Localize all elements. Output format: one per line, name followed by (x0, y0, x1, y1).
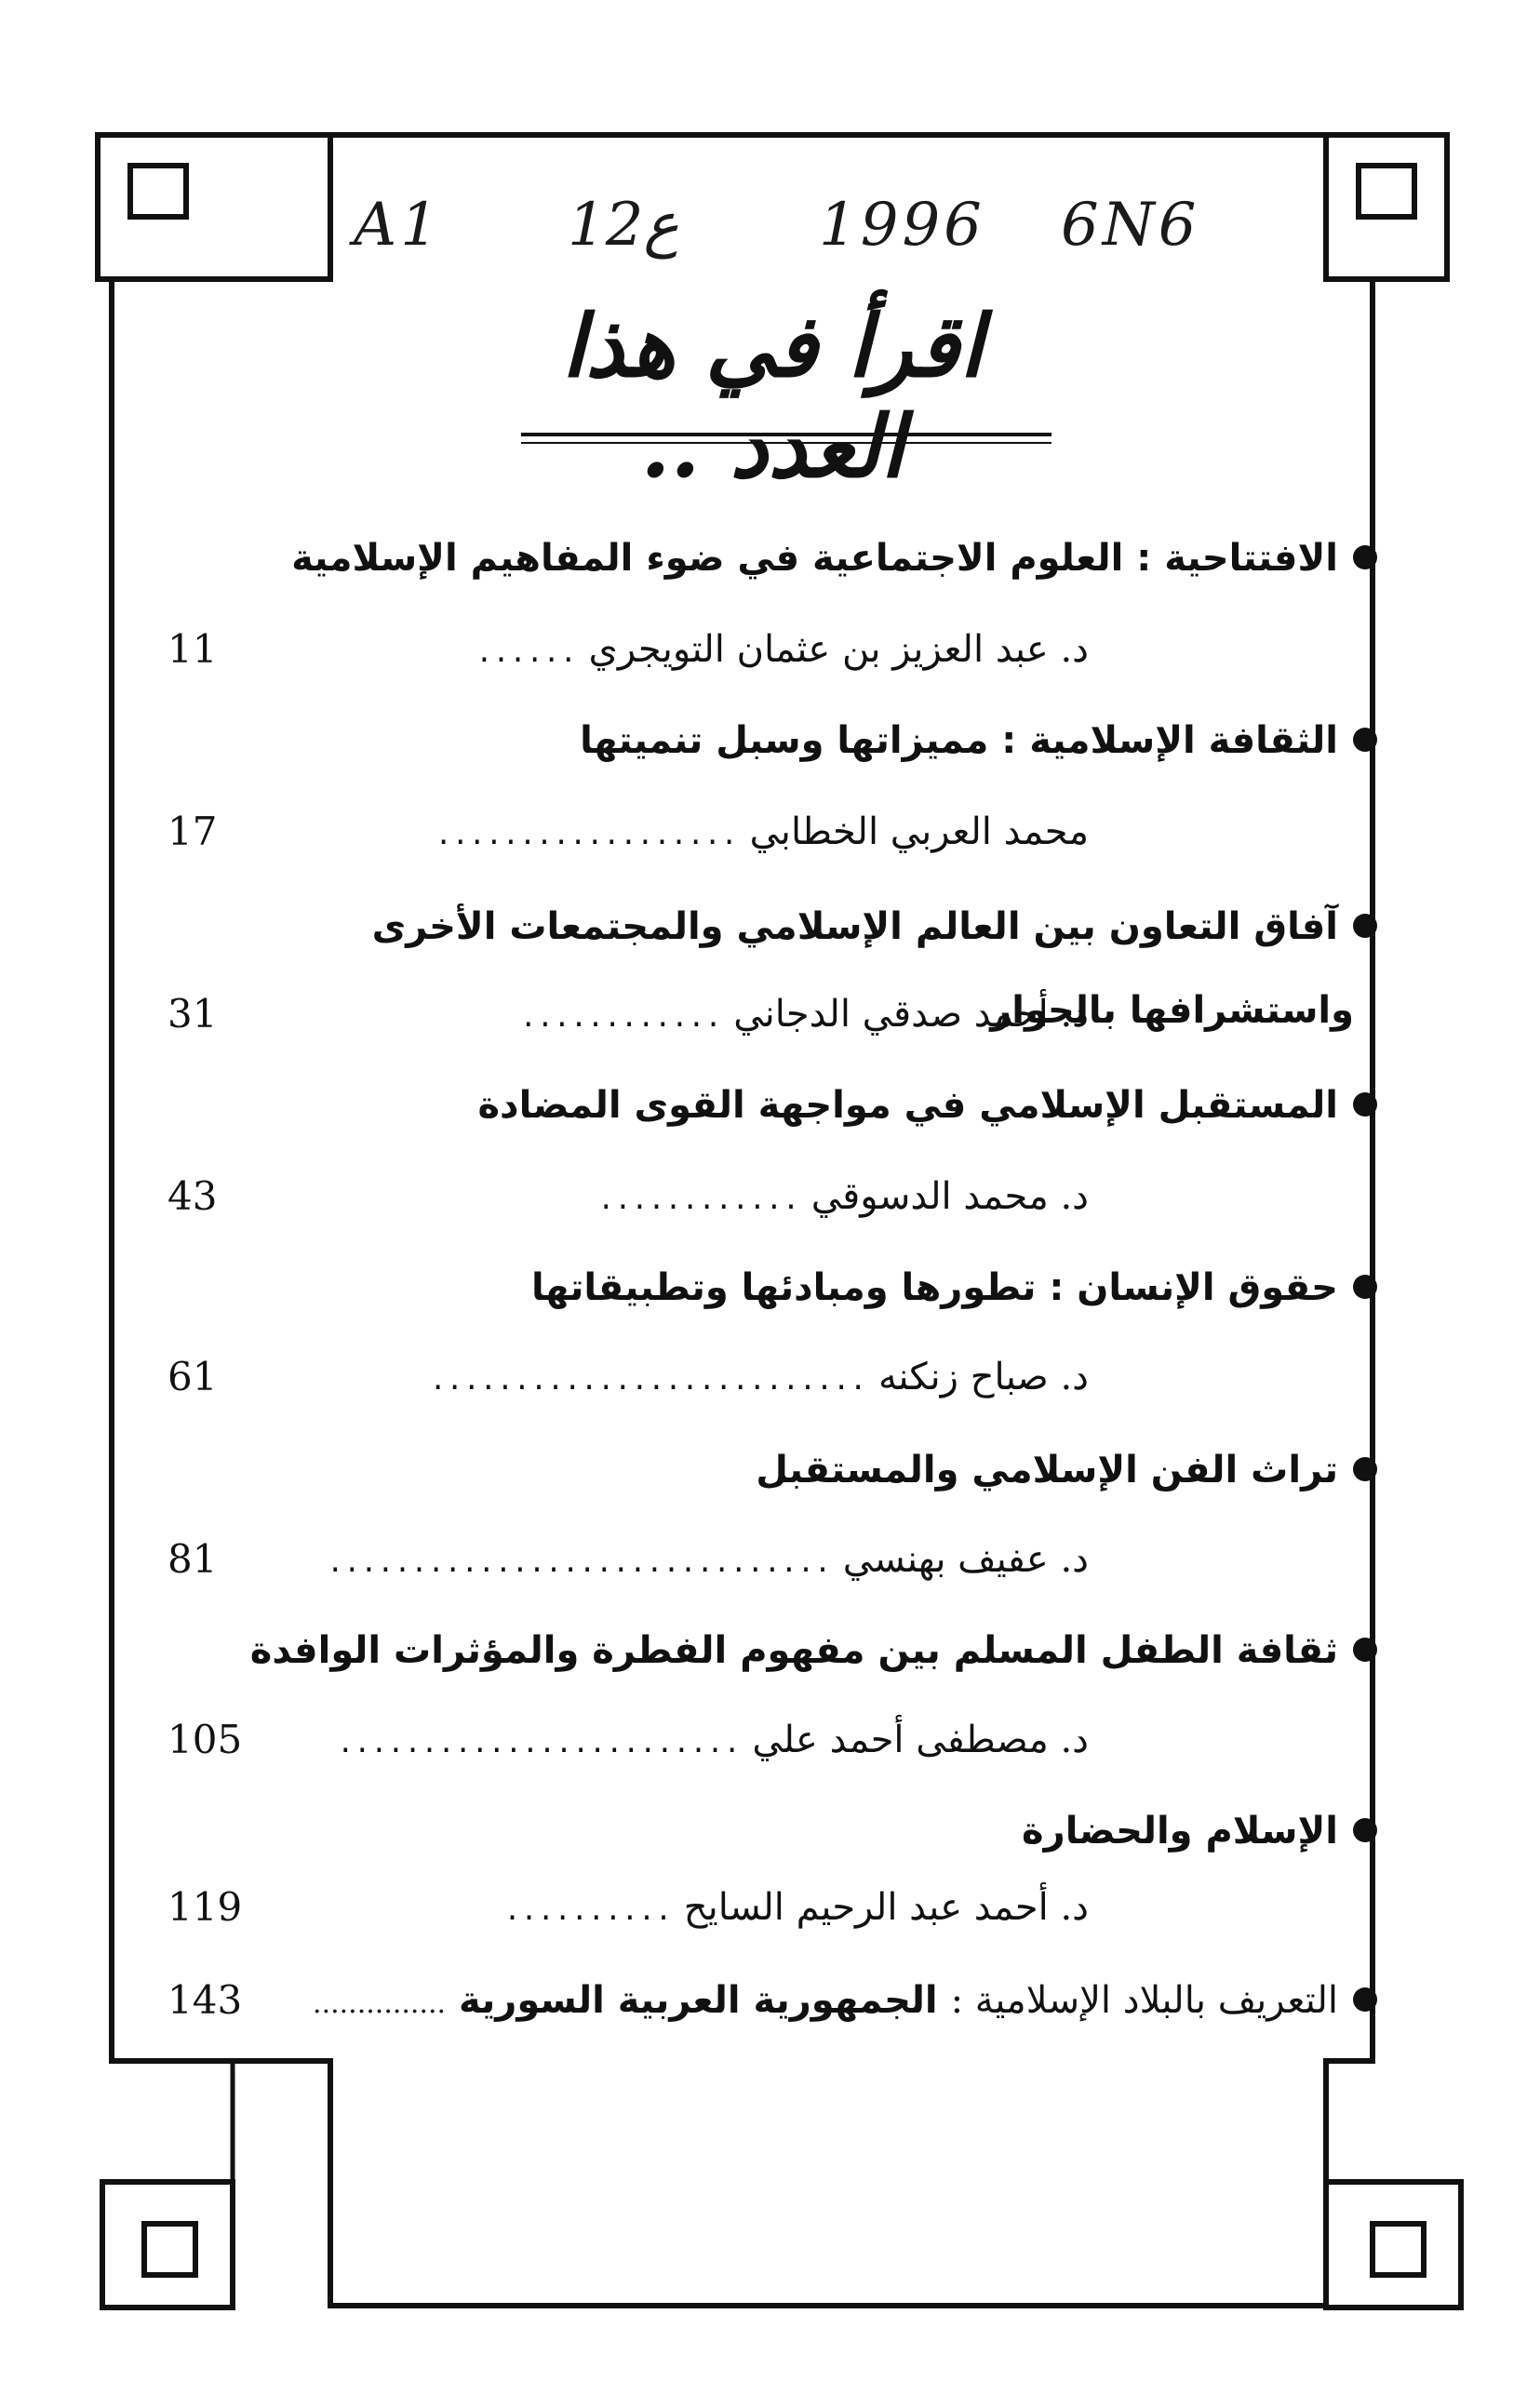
bullet-icon (1353, 914, 1377, 938)
toc-entry-title[interactable]: المستقبل الإسلامي في مواجهة القوى المضادة (261, 1079, 1377, 1131)
toc-entry-author: د. محمد الدسوقي ............ (597, 1175, 1089, 1218)
bullet-icon (1353, 1638, 1377, 1662)
toc-entry-author: د. أحمد عبد الرحيم السايح .......... (503, 1886, 1089, 1929)
bullet-icon (1353, 545, 1377, 569)
bullet-icon (1353, 728, 1377, 752)
toc-entry-author: د. عبد العزيز بن عثمان التويجري ...... (476, 628, 1089, 671)
page-number: 81 (167, 1536, 218, 1582)
page-number: 17 (167, 809, 218, 854)
toc-entry-title[interactable]: الثقافة الإسلامية : مميزاتها وسبل تنميتها (261, 715, 1377, 767)
toc-entry-title-continued[interactable]: واستشرافها بالحوار (990, 989, 1354, 1032)
toc-entry-author: د. مصطفى أحمد علي ........................ (337, 1719, 1089, 1761)
toc-entry-title[interactable]: الإسلام والحضارة (261, 1805, 1377, 1857)
toc-entry-title[interactable]: آفاق التعاون بين العالم الإسلامي والمجتمعات الأخرى (261, 901, 1377, 953)
bullet-icon (1353, 1818, 1377, 1842)
toc-entry-title[interactable]: حقوق الإنسان : تطورها ومبادئها وتطبيقاتها (261, 1262, 1377, 1314)
page-number: 105 (167, 1717, 243, 1762)
bullet-icon (1353, 1275, 1377, 1299)
toc-entry-title[interactable]: تراث الفن الإسلامي والمستقبل (261, 1444, 1377, 1496)
title-underline (521, 433, 1051, 436)
toc-entry-author: د. صباح زنكنه .......................... (429, 1356, 1089, 1398)
page-number: 143 (167, 1977, 243, 2023)
toc-entry-author: محمد العربي الخطابي .................. (435, 810, 1089, 853)
bullet-icon (1353, 1457, 1377, 1481)
page-number: 43 (167, 1173, 218, 1219)
handwritten-mark: 6N6 (1061, 191, 1200, 260)
title-underline (521, 442, 1051, 444)
page-number: 61 (167, 1354, 218, 1399)
page-number: 31 (167, 991, 218, 1037)
handwritten-marks (354, 191, 1200, 293)
toc-entry-author: د. أحمد صدقي الدجاني ............ (519, 993, 1089, 1036)
handwritten-mark: 1996 (819, 191, 985, 260)
page-number: 11 (167, 626, 218, 672)
page-number: 119 (167, 1884, 243, 1930)
handwritten-mark: A1 (354, 191, 442, 260)
page-title: اقرأ في هذا العدد .. (561, 296, 984, 497)
toc-entry-title[interactable]: التعريف بالبلاد الإسلامية : الجمهورية العربية السورية ............... (335, 1974, 1377, 2030)
toc-entry-title[interactable]: ثقافة الطفل المسلم بين مفهوم الفطرة والمؤثرات الوافدة (261, 1625, 1377, 1677)
toc-entry-title[interactable]: الافتتاحية : العلوم الاجتماعية في ضوء المفاهيم الإسلامية (261, 532, 1377, 584)
toc-entry-author: د. عفيف بهنسي .............................. (327, 1538, 1089, 1581)
bullet-icon (1353, 1987, 1377, 2012)
bullet-icon (1353, 1092, 1377, 1117)
handwritten-mark: 12ع (568, 191, 679, 260)
